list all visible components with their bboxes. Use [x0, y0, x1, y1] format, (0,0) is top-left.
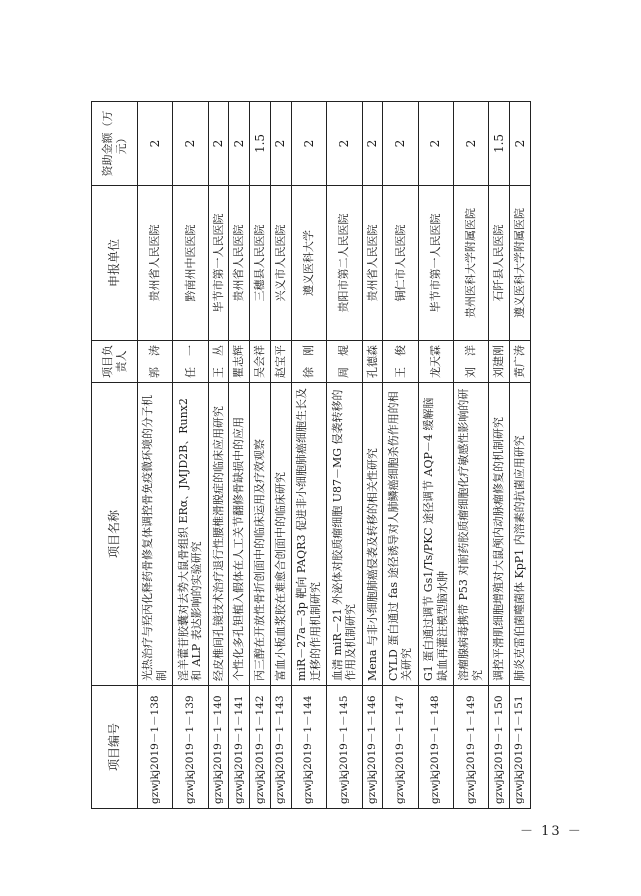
table-row [250, 102, 271, 809]
cell-project-name: miR－27a－3p 靶向 PAQR3 促进非小细胞肺癌细胞生长及迁移的作用机制研究 [291, 383, 326, 686]
cell-project-name: 调控平滑肌细胞增殖对大鼠颅内动脉瘤修复的机制研究 [489, 383, 510, 686]
cell-funding-amount: 2 [327, 102, 362, 186]
cell-funding-amount: 1.5 [489, 102, 510, 186]
cell-applicant-unit: 贵州省人民医院 [229, 186, 250, 341]
table-row [208, 102, 229, 809]
cell-applicant-unit: 贵州省人民医院 [362, 186, 383, 341]
cell-project-code: gzwjkj2019－1－138 [138, 686, 173, 809]
cell-project-leader: 周 焜 [327, 341, 362, 383]
header-name: 项目名称 [92, 383, 138, 686]
cell-project-code: gzwjkj2019－1－147 [383, 686, 418, 809]
cell-project-code: gzwjkj2019－1－140 [208, 686, 229, 809]
cell-project-name: 肺炎克雷伯菌噬菌体 KpP1 内溶素的抗菌应用研究 [510, 383, 531, 686]
cell-project-leader: 刘 洋 [453, 341, 488, 383]
cell-project-leader: 瞿志辉 [229, 341, 250, 383]
cell-applicant-unit: 石阡县人民医院 [489, 186, 510, 341]
table-row [362, 102, 383, 809]
cell-funding-amount: 2 [208, 102, 229, 186]
cell-project-name: 血清 miR－21 外泌体对胶质瘤细胞 U87－MG 侵袭转移的作用及机制研究 [327, 383, 362, 686]
table-row [327, 102, 362, 809]
table-header-row [92, 102, 138, 809]
cell-project-code: gzwjkj2019－1－149 [453, 686, 488, 809]
cell-project-name: 经皮椎间孔镜技术治疗退行性腰椎滑脱症的临床应用研究 [208, 383, 229, 686]
cell-applicant-unit: 贵州省人民医院 [138, 186, 173, 341]
cell-project-leader: 刘建刚 [489, 341, 510, 383]
cell-project-leader: 郭 涛 [138, 341, 173, 383]
page-number: － 13 － [520, 824, 583, 839]
cell-project-name: Mena 与非小细胞肺癌侵袭及转移的相关性研究 [362, 383, 383, 686]
cell-funding-amount: 2 [271, 102, 292, 186]
table-row [229, 102, 250, 809]
cell-project-name: 淫羊藿苷胶囊对去势大鼠骨组织 ERα、JMJD2B、Runx2 和 ALP 表达影响的实验研究 [173, 383, 208, 686]
cell-funding-amount: 2 [510, 102, 531, 186]
cell-applicant-unit: 三穗县人民医院 [250, 186, 271, 341]
table-row [510, 102, 531, 809]
cell-project-code: gzwjkj2019－1－146 [362, 686, 383, 809]
cell-project-leader: 龙天霖 [418, 341, 453, 383]
cell-project-code: gzwjkj2019－1－143 [271, 686, 292, 809]
cell-funding-amount: 2 [291, 102, 326, 186]
cell-applicant-unit: 铜仁市人民医院 [383, 186, 418, 341]
cell-applicant-unit: 贵阳市第二人民医院 [327, 186, 362, 341]
cell-project-leader: 徐 刚 [291, 341, 326, 383]
cell-project-name: 溶瘤腺病毒携带 P53 对耐药胶质瘤细胞化疗敏感性影响的研究 [453, 383, 488, 686]
cell-funding-amount: 2 [362, 102, 383, 186]
cell-project-leader: 王 俊 [383, 341, 418, 383]
cell-applicant-unit: 遵义医科大学 [291, 186, 326, 341]
table-body [138, 102, 531, 809]
cell-applicant-unit: 贵州医科大学附属医院 [453, 186, 488, 341]
table-row [291, 102, 326, 809]
cell-funding-amount: 2 [453, 102, 488, 186]
cell-project-code: gzwjkj2019－1－145 [327, 686, 362, 809]
cell-project-code: gzwjkj2019－1－150 [489, 686, 510, 809]
header-person: 项目负责人 [92, 341, 138, 383]
cell-project-code: gzwjkj2019－1－148 [418, 686, 453, 809]
cell-project-leader: 任 一 [173, 341, 208, 383]
funding-table-rotated [91, 102, 531, 809]
table-row [453, 102, 488, 809]
cell-funding-amount: 2 [173, 102, 208, 186]
cell-project-name: CYLD 蛋白通过 fas 途径诱导对人肺鳞癌细胞杀伤作用的相关研究 [383, 383, 418, 686]
cell-project-name: 富血小板血浆胶在难愈合创面中的临床研究 [271, 383, 292, 686]
cell-project-code: gzwjkj2019－1－139 [173, 686, 208, 809]
cell-project-name: 丙三醇在开放性骨折创面中的临床运用及疗效观察 [250, 383, 271, 686]
table-row [383, 102, 418, 809]
cell-applicant-unit: 黔南州中医医院 [173, 186, 208, 341]
table-row [138, 102, 173, 809]
table-row [271, 102, 292, 809]
header-code: 项目编号 [92, 686, 138, 809]
cell-applicant-unit: 毕节市第一人民医院 [208, 186, 229, 341]
cell-project-code: gzwjkj2019－1－141 [229, 686, 250, 809]
cell-project-leader: 黄广涛 [510, 341, 531, 383]
cell-project-leader: 吴会祥 [250, 341, 271, 383]
cell-project-name: G1 蛋白通过调节 Gs1/Ts/PKC 途径调节 AQP－4 缓解脑缺血再灌注模型脑水肿 [418, 383, 453, 686]
cell-applicant-unit: 遵义医科大学附属医院 [510, 186, 531, 341]
header-unit: 申报单位 [92, 186, 138, 341]
table-row [489, 102, 510, 809]
cell-project-leader: 孔德森 [362, 341, 383, 383]
cell-project-name: 个性化多孔钽植入假体在人工关节翻修骨缺损中的应用 [229, 383, 250, 686]
cell-project-leader: 王 丛 [208, 341, 229, 383]
funding-table [91, 101, 531, 809]
cell-project-name: 光热治疗与羟丙化释药骨修复体调控骨免疫微环境的分子机制 [138, 383, 173, 686]
cell-applicant-unit: 毕节市第一人民医院 [418, 186, 453, 341]
cell-funding-amount: 2 [138, 102, 173, 186]
cell-funding-amount: 2 [383, 102, 418, 186]
cell-funding-amount: 2 [418, 102, 453, 186]
cell-project-code: gzwjkj2019－1－142 [250, 686, 271, 809]
cell-project-code: gzwjkj2019－1－151 [510, 686, 531, 809]
table-row [418, 102, 453, 809]
cell-project-leader: 赵宝平 [271, 341, 292, 383]
cell-project-code: gzwjkj2019－1－144 [291, 686, 326, 809]
cell-funding-amount: 2 [229, 102, 250, 186]
table-row [173, 102, 208, 809]
cell-applicant-unit: 兴义市人民医院 [271, 186, 292, 341]
header-amount: 资助金额（万元） [92, 102, 138, 186]
cell-funding-amount: 1.5 [250, 102, 271, 186]
